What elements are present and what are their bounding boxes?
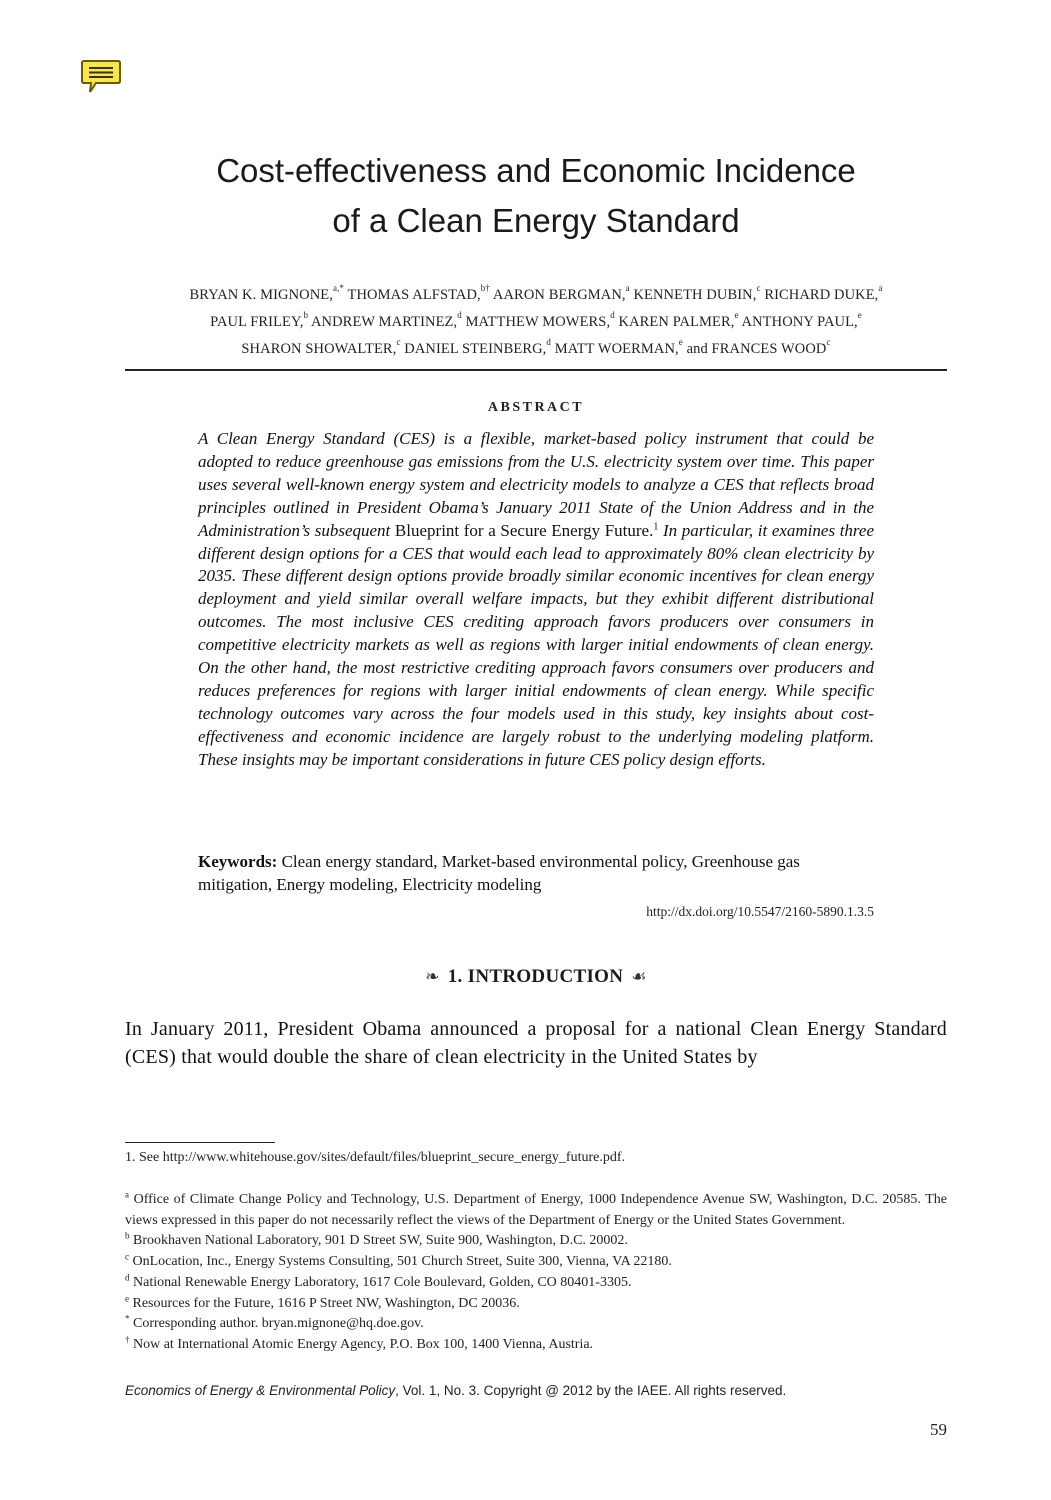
header-divider xyxy=(125,369,947,371)
author: KAREN PALMER, xyxy=(614,314,735,330)
abstract-heading: ABSTRACT xyxy=(487,400,585,415)
affiliation-text: Now at International Atomic Energy Agency, P.O. Box 100, 1400 Vienna, Austria. xyxy=(129,1336,594,1352)
sticky-note-annotation-icon[interactable] xyxy=(80,59,122,95)
affiliation xyxy=(125,1190,947,1231)
author: DANIEL STEINBERG, xyxy=(400,341,547,357)
author: MATT WOERMAN, xyxy=(551,341,679,357)
affiliation-text: National Renewable Energy Laboratory, 1617 Cole Boulevard, Golden, CO 80401-3305. xyxy=(129,1274,632,1290)
author-affil-mark: e xyxy=(678,337,683,347)
footnote-1: 1. See http://www.whitehouse.gov/sites/default/files/blueprint_secure_energy_future.pdf. xyxy=(125,1150,625,1165)
affiliation-text: Resources for the Future, 1616 P Street NW, Washington, DC 20036. xyxy=(129,1295,520,1311)
author-affil-mark: c xyxy=(396,337,401,347)
author: RICHARD DUKE, xyxy=(760,287,879,303)
author: AARON BERGMAN, xyxy=(489,287,626,303)
author-affil-mark: d xyxy=(457,310,462,320)
affiliation-mark: c xyxy=(125,1251,129,1262)
author: SHARON SHOWALTER, xyxy=(241,341,397,357)
affiliation-text: Brookhaven National Laboratory, 901 D Street SW, Suite 900, Washington, D.C. 20002. xyxy=(129,1233,628,1249)
author-affil-mark: e xyxy=(734,310,739,320)
footnote-marker[interactable]: 1 xyxy=(653,520,659,532)
abstract-blueprint-title: Blueprint for a Secure Energy Future. xyxy=(394,520,654,540)
author-affil-mark: d xyxy=(610,310,615,320)
affiliation xyxy=(125,1335,947,1356)
paper-title xyxy=(125,146,947,246)
affiliation-mark: b xyxy=(125,1230,130,1241)
author-affil-mark: a xyxy=(625,283,630,293)
abstract-text: In particular, it examines three different design options for a CES that would each lead to approximately 80% clean electricity by 2035. These different design options provide broadly similar economic incentives for clean energy deployment and yield similar overall welfare impacts, but they exhibit different distributional outcomes. The most inclusive CES crediting approach favors producers over consumers in competitive electricity markets as well as regions with larger initial endowments of clean energy. On the other hand, the most restrictive crediting approach favors consumers over producers and reduces preferences for regions with larger initial endowments of clean energy. While specific technology outcomes vary across the four models used in this study, key insights about cost-effectiveness and economic incidence are largely robust to the underlying modeling platform. These insights may be important considerations in future CES policy design efforts. xyxy=(198,520,875,769)
author: BRYAN K. MIGNONE, xyxy=(189,287,333,303)
author-affil-mark: c xyxy=(756,283,761,293)
section-heading xyxy=(125,966,947,988)
doi-link[interactable]: http://dx.doi.org/10.5547/2160-5890.1.3.5 xyxy=(646,904,874,919)
footnote-divider xyxy=(125,1142,275,1143)
author-affil-mark: e xyxy=(857,310,862,320)
affiliation-mark: * xyxy=(125,1313,130,1324)
affiliation xyxy=(125,1252,947,1273)
affiliations xyxy=(125,1190,947,1356)
affiliation xyxy=(125,1314,947,1335)
keywords xyxy=(198,850,874,896)
title-line-2: of a Clean Energy Standard xyxy=(332,202,740,239)
affiliation-text: Office of Climate Change Policy and Technology, U.S. Department of Energy, 1000 Independence Avenue SW, Washington, D.C. 20585. The views expressed in this paper do not necessarily reflect the views of the Department of Energy or the United States Government. xyxy=(125,1192,947,1228)
journal-citation xyxy=(125,1383,947,1398)
affiliation-mark: † xyxy=(125,1334,130,1345)
affiliation-text: Corresponding author. bryan.mignone@hq.doe.gov. xyxy=(129,1316,424,1332)
abstract-text: A Clean Energy Standard (CES) is a flexible, market-based policy instrument that could be adopted to reduce greenhouse gas emissions from the U.S. electricity system over time. This paper uses several well-known energy system and electricity models to analyze a CES that reflects broad principles outlined in President Obama’s January 2011 State of the Union Address and in the Administration’s subsequent xyxy=(198,429,874,540)
section-heading-text: 1. INTRODUCTION xyxy=(447,966,624,987)
author: THOMAS ALFSTAD, xyxy=(344,287,481,303)
author: MATTHEW MOWERS, xyxy=(461,314,611,330)
author-list xyxy=(125,282,947,363)
keywords-text: Clean energy standard, Market-based environmental policy, Greenhouse gas mitigation, Energy modeling, Electricity modeling xyxy=(198,852,800,894)
author-affil-mark: a xyxy=(878,283,883,293)
intro-paragraph: In January 2011, President Obama announced a proposal for a national Clean Energy Standard (CES) that would double the share of clean electricity in the United States by xyxy=(125,1018,947,1068)
page-number: 59 xyxy=(930,1420,947,1439)
author: KENNETH DUBIN, xyxy=(629,287,757,303)
title-line-1: Cost-effectiveness and Economic Incidence xyxy=(216,152,856,189)
author: PAUL FRILEY, xyxy=(210,314,304,330)
ornament-left-icon: ❧ xyxy=(425,967,440,986)
author-affil-mark: b xyxy=(303,310,309,320)
journal-details: , Vol. 1, No. 3. Copyright @ 2012 by the IAEE. All rights reserved. xyxy=(395,1383,787,1398)
author-affil-mark: d xyxy=(546,337,552,347)
affiliation xyxy=(125,1273,947,1294)
author-affil-mark: a,* xyxy=(332,283,345,293)
ornament-right-icon: ☙ xyxy=(631,967,647,986)
author-affil-mark: b† xyxy=(480,283,490,293)
author: ANDREW MARTINEZ, xyxy=(308,314,458,330)
affiliation-mark: d xyxy=(125,1272,130,1283)
author-affil-mark: c xyxy=(826,337,831,347)
journal-name: Economics of Energy & Environmental Policy xyxy=(125,1383,396,1398)
affiliation xyxy=(125,1231,947,1252)
author: and FRANCES WOOD xyxy=(682,341,827,357)
author: ANTHONY PAUL, xyxy=(738,314,858,330)
affiliation-mark: a xyxy=(125,1189,129,1200)
affiliation-text: OnLocation, Inc., Energy Systems Consulting, 501 Church Street, Suite 300, Vienna, VA 22180. xyxy=(129,1254,672,1270)
affiliation xyxy=(125,1294,947,1315)
keywords-label: Keywords: xyxy=(198,852,278,871)
affiliation-mark: e xyxy=(125,1292,129,1303)
abstract-body xyxy=(198,428,874,772)
